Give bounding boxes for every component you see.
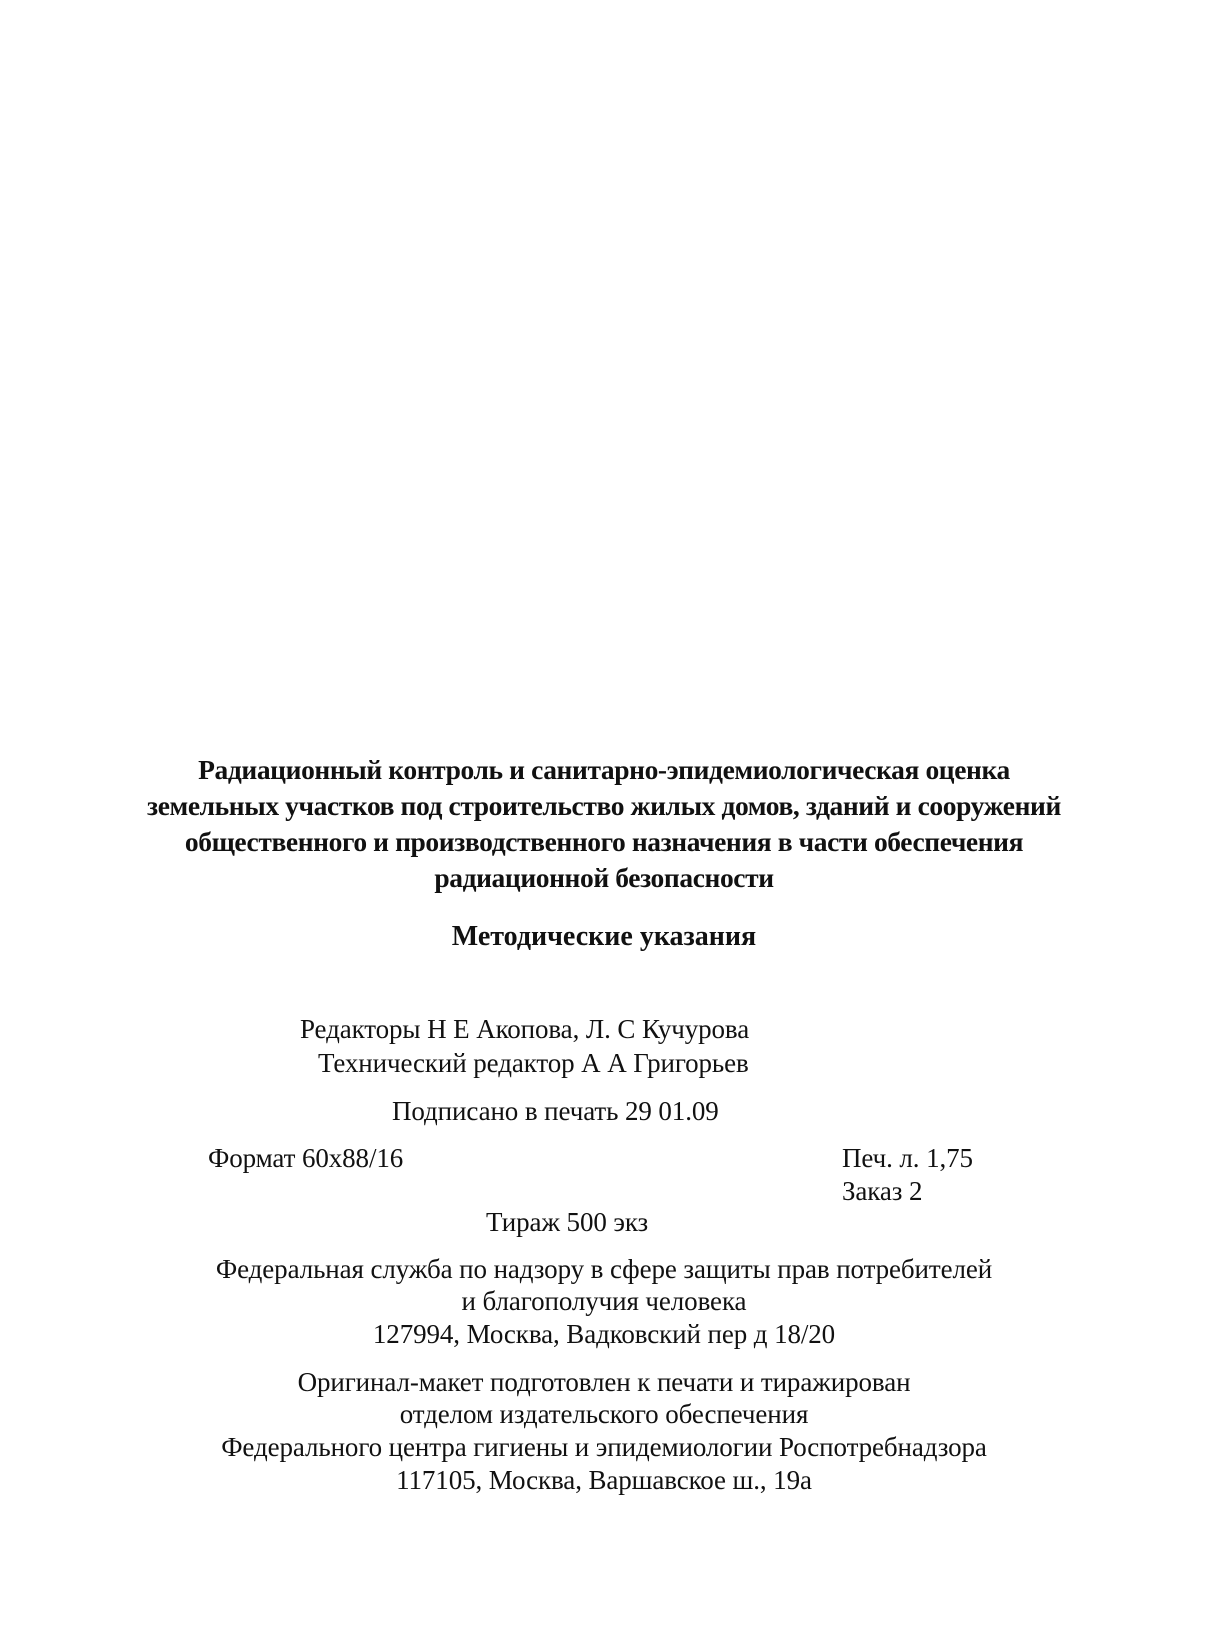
signed-for-print: Подписано в печать 29 01.09 [392, 1096, 719, 1126]
printer-line-2: отделом издательского обеспечения [399, 1399, 809, 1429]
printer-line-1: Оригинал-макет подготовлен к печати и тиражирован [297, 1367, 911, 1397]
publisher-line-2: и благополучия человека [461, 1286, 747, 1316]
print-run-info: Тираж 500 экз [486, 1207, 649, 1237]
publisher-line-1: Федеральная служба по надзору в сфере защиты прав потребителей [215, 1254, 993, 1284]
print-sheets-info: Печ. л. 1,75 [842, 1143, 973, 1173]
format-info: Формат 60x88/16 [208, 1143, 404, 1173]
editors-line: Редакторы Н Е Акопова, Л. С Кучурова [300, 1014, 750, 1044]
order-info: Заказ 2 [842, 1176, 923, 1206]
title-line-2: земельных участков под строительство жилых домов, зданий и сооружений [147, 790, 1061, 821]
printer-address: 117105, Москва, Варшавское ш., 19а [396, 1465, 812, 1495]
publisher-address: 127994, Москва, Вадковский пер д 18/20 [372, 1319, 836, 1349]
title-line-3: общественного и производственного назначения в части обеспечения [184, 826, 1024, 857]
document-title [40, 752, 1168, 896]
title-line-4: радиационной безопасности [434, 862, 774, 893]
technical-editor-line: Технический редактор А А Григорьев [318, 1048, 749, 1078]
printer-line-3: Федерального центра гигиены и эпидемиологии Роспотребнадзора [221, 1432, 987, 1462]
document-subtitle: Методические указания [451, 921, 757, 952]
title-line-1: Радиационный контроль и санитарно-эпидемиологическая оценка [198, 754, 1010, 785]
